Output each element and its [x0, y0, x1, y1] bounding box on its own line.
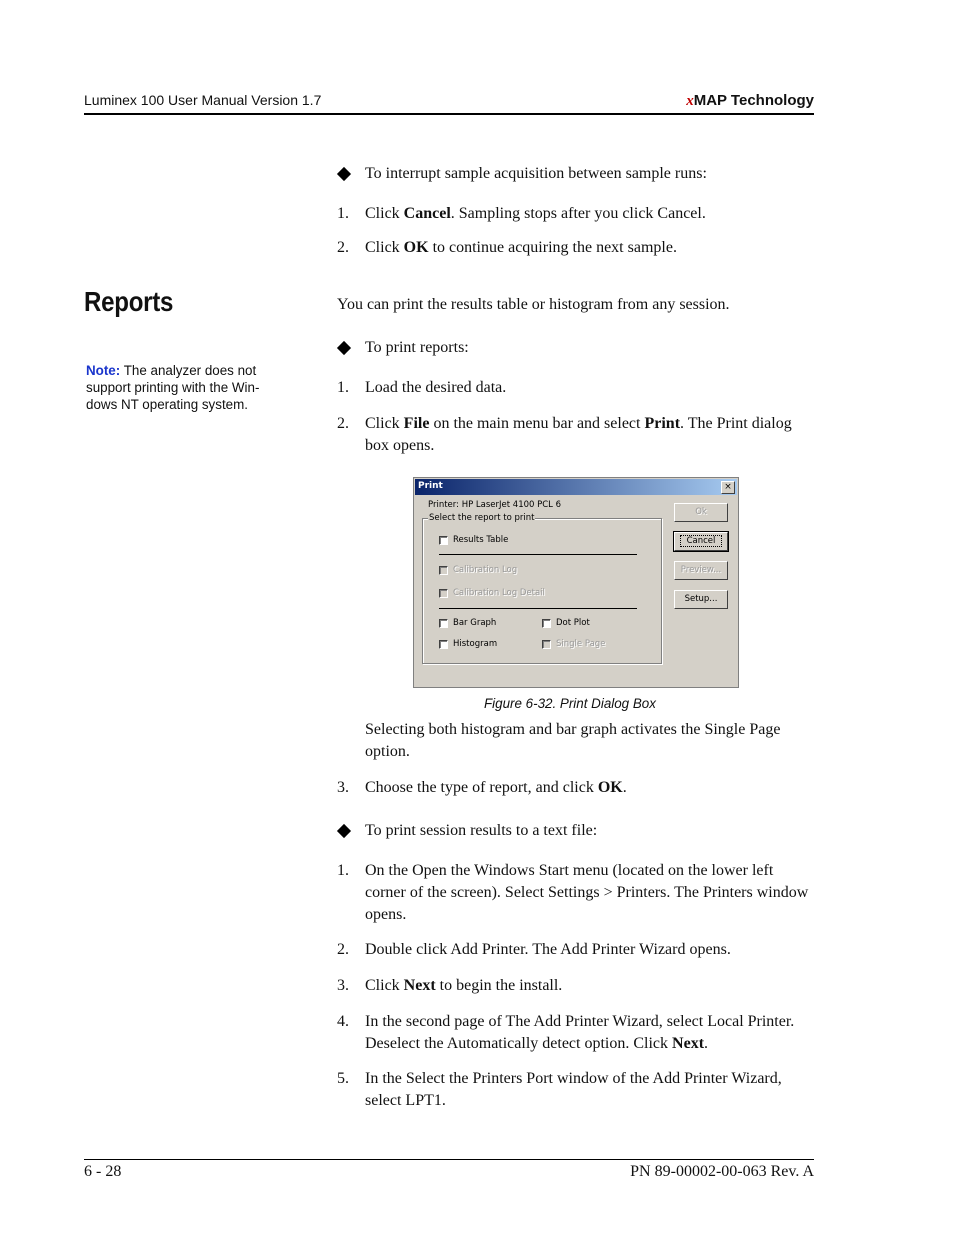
running-header-brand: [686, 92, 814, 110]
step-text: Click File on the main menu bar and select Print. The Print dialog box opens.: [365, 415, 792, 454]
footer-rule: [84, 1159, 814, 1160]
checkbox-icon[interactable]: [439, 640, 448, 649]
checkbox-icon[interactable]: [439, 589, 448, 598]
step-number: 1.: [337, 379, 349, 396]
step-text: Double click Add Printer. The Add Printer Wizard opens.: [365, 941, 731, 958]
note-label: Note:: [86, 363, 121, 378]
checkbox-icon[interactable]: [439, 566, 448, 575]
step-text: Click Cancel. Sampling stops after you click Cancel.: [365, 205, 706, 222]
checkbox-icon[interactable]: [439, 619, 448, 628]
note-text: The analyzer does not support printing with the Win-dows NT operating system.: [86, 363, 260, 412]
intro-paragraph: You can print the results table or histogram from any session.: [337, 296, 730, 313]
checkbox-icon[interactable]: [439, 536, 448, 545]
separator: [439, 608, 637, 609]
print-dialog-figure: [413, 477, 739, 688]
dot-plot-checkbox[interactable]: Dot Plot: [542, 618, 590, 628]
diamond-bullet-icon: [337, 824, 351, 838]
preview-button[interactable]: Preview...: [674, 561, 728, 580]
part-number: PN 89-00002-00-063 Rev. A: [630, 1163, 814, 1180]
printer-name: Printer: HP LaserJet 4100 PCL 6: [428, 500, 562, 510]
section-heading-reports: Reports: [84, 286, 174, 317]
step-text: On the Open the Windows Start menu (located on the lower left corner of the screen). Select Settings > Printers. The Printers window opens.: [365, 862, 809, 923]
brand-prefix: x: [686, 93, 694, 109]
histogram-checkbox[interactable]: Histogram: [439, 639, 497, 649]
step-number: 2.: [337, 941, 349, 958]
dialog-titlebar: [415, 479, 737, 495]
report-group-label: Select the report to print: [429, 513, 535, 523]
step-text: Click OK to continue acquiring the next sample.: [365, 239, 677, 256]
cancel-button[interactable]: Cancel: [674, 532, 728, 551]
checkbox-icon[interactable]: [542, 640, 551, 649]
after-figure-paragraph: Selecting both histogram and bar graph activates the Single Page option.: [365, 721, 781, 760]
step-text: Choose the type of report, and click OK.: [365, 779, 627, 796]
brand-name: MAP Technology: [693, 92, 814, 109]
separator: [439, 554, 637, 555]
dialog-title: Print: [418, 481, 443, 491]
step-number: 3.: [337, 977, 349, 994]
step-text: In the Select the Printers Port window of the Add Printer Wizard, select LPT1.: [365, 1070, 782, 1109]
page-number: 6 - 28: [84, 1163, 122, 1180]
step-number: 4.: [337, 1013, 349, 1030]
side-note: [86, 362, 286, 413]
single-page-checkbox[interactable]: Single Page: [542, 639, 605, 649]
bullet-text: To interrupt sample acquisition between sample runs:: [365, 165, 707, 182]
step-text: Click Next to begin the install.: [365, 977, 563, 994]
diamond-bullet-icon: [337, 341, 351, 355]
running-header-title: Luminex 100 User Manual Version 1.7: [84, 92, 322, 108]
bullet-text: To print session results to a text file:: [365, 822, 598, 839]
step-number: 3.: [337, 779, 349, 796]
step-number: 2.: [337, 415, 349, 432]
ok-button[interactable]: Ok: [674, 503, 728, 522]
bar-graph-checkbox[interactable]: Bar Graph: [439, 618, 496, 628]
step-number: 1.: [337, 862, 349, 879]
calibration-log-detail-checkbox[interactable]: Calibration Log Detail: [439, 588, 545, 598]
step-number: 5.: [337, 1070, 349, 1087]
bullet-text: To print reports:: [365, 339, 469, 356]
header-rule: [84, 113, 814, 115]
diamond-bullet-icon: [337, 167, 351, 181]
step-number: 1.: [337, 205, 349, 222]
setup-button[interactable]: Setup...: [674, 590, 728, 609]
step-number: 2.: [337, 239, 349, 256]
results-table-checkbox[interactable]: Results Table: [439, 535, 508, 545]
step-text: Load the desired data.: [365, 379, 507, 396]
checkbox-icon[interactable]: [542, 619, 551, 628]
calibration-log-checkbox[interactable]: Calibration Log: [439, 565, 517, 575]
figure-caption: Figure 6-32. Print Dialog Box: [484, 696, 656, 711]
close-icon[interactable]: ×: [721, 481, 735, 494]
step-text: In the second page of The Add Printer Wizard, select Local Printer. Deselect the Automatically detect option. Click Next.: [365, 1013, 795, 1052]
